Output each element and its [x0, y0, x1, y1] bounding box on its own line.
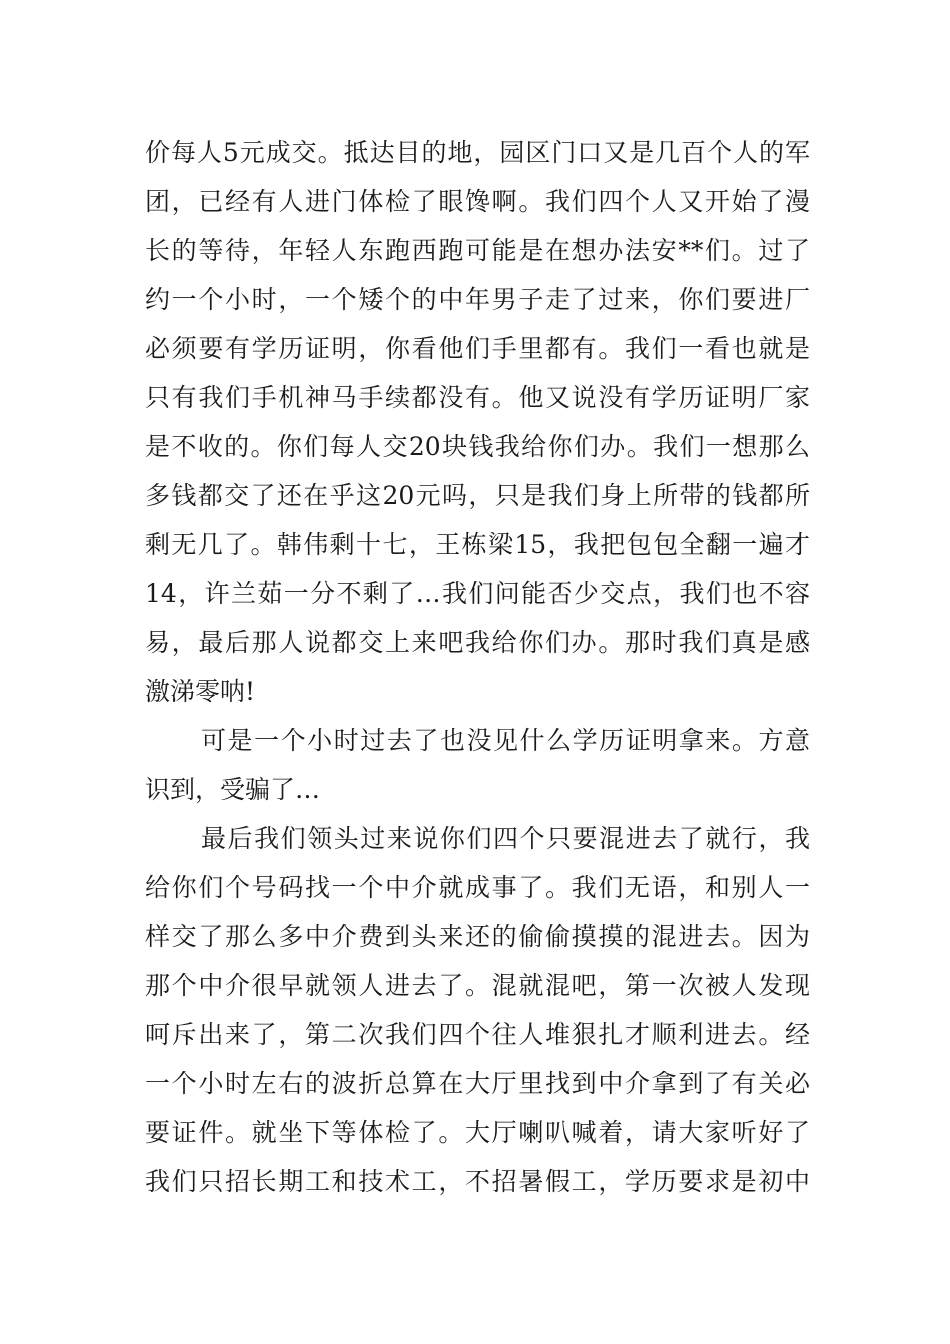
- text-line: 一个小时左右的波折总算在大厅里找到中介拿到了有关必: [145, 1069, 810, 1098]
- text-line: 约一个小时，一个矮个的中年男子走了过来，你们要进厂: [145, 285, 810, 314]
- text-line: 识到，受骗了…: [145, 775, 321, 804]
- paragraph-start-line: 可是一个小时过去了也没见什么学历证明拿来。方意: [201, 726, 810, 755]
- text-line: 剩无几了。韩伟剩十七，王栋梁15，我把包包全翻一遍才: [145, 530, 810, 559]
- text-line: 长的等待，年轻人东跑西跑可能是在想办法安**们。过了: [145, 236, 810, 265]
- text-line: 易，最后那人说都交上来吧我给你们办。那时我们真是感: [145, 628, 810, 657]
- paragraph-start-line: 最后我们领头过来说你们四个只要混进去了就行，我: [201, 824, 810, 853]
- text-line: 要证件。就坐下等体检了。大厅喇叭喊着，请大家听好了: [145, 1118, 810, 1147]
- body-text: [145, 128, 810, 1206]
- text-line: 激涕零呐!: [145, 677, 256, 706]
- text-line: 那个中介很早就领人进去了。混就混吧，第一次被人发现: [145, 971, 810, 1000]
- text-line: 团，已经有人进门体检了眼馋啊。我们四个人又开始了漫: [145, 187, 810, 216]
- text-line: 我们只招长期工和技术工，不招暑假工，学历要求是初中: [145, 1167, 810, 1196]
- text-line: 呵斥出来了，第二次我们四个往人堆狠扎才顺利进去。经: [145, 1020, 810, 1049]
- text-line: 只有我们手机神马手续都没有。他又说没有学历证明厂家: [145, 383, 810, 412]
- text-line: 价每人5元成交。抵达目的地，园区门口又是几百个人的军: [145, 138, 810, 167]
- text-line: 14，许兰茹一分不剩了…我们问能否少交点，我们也不容: [145, 579, 810, 608]
- text-line: 多钱都交了还在乎这20元吗，只是我们身上所带的钱都所: [145, 481, 810, 510]
- text-line: 给你们个号码找一个中介就成事了。我们无语，和别人一: [145, 873, 810, 902]
- text-line: 样交了那么多中介费到头来还的偷偷摸摸的混进去。因为: [145, 922, 810, 951]
- text-line: 必须要有学历证明，你看他们手里都有。我们一看也就是: [145, 334, 810, 363]
- text-line: 是不收的。你们每人交20块钱我给你们办。我们一想那么: [145, 432, 810, 461]
